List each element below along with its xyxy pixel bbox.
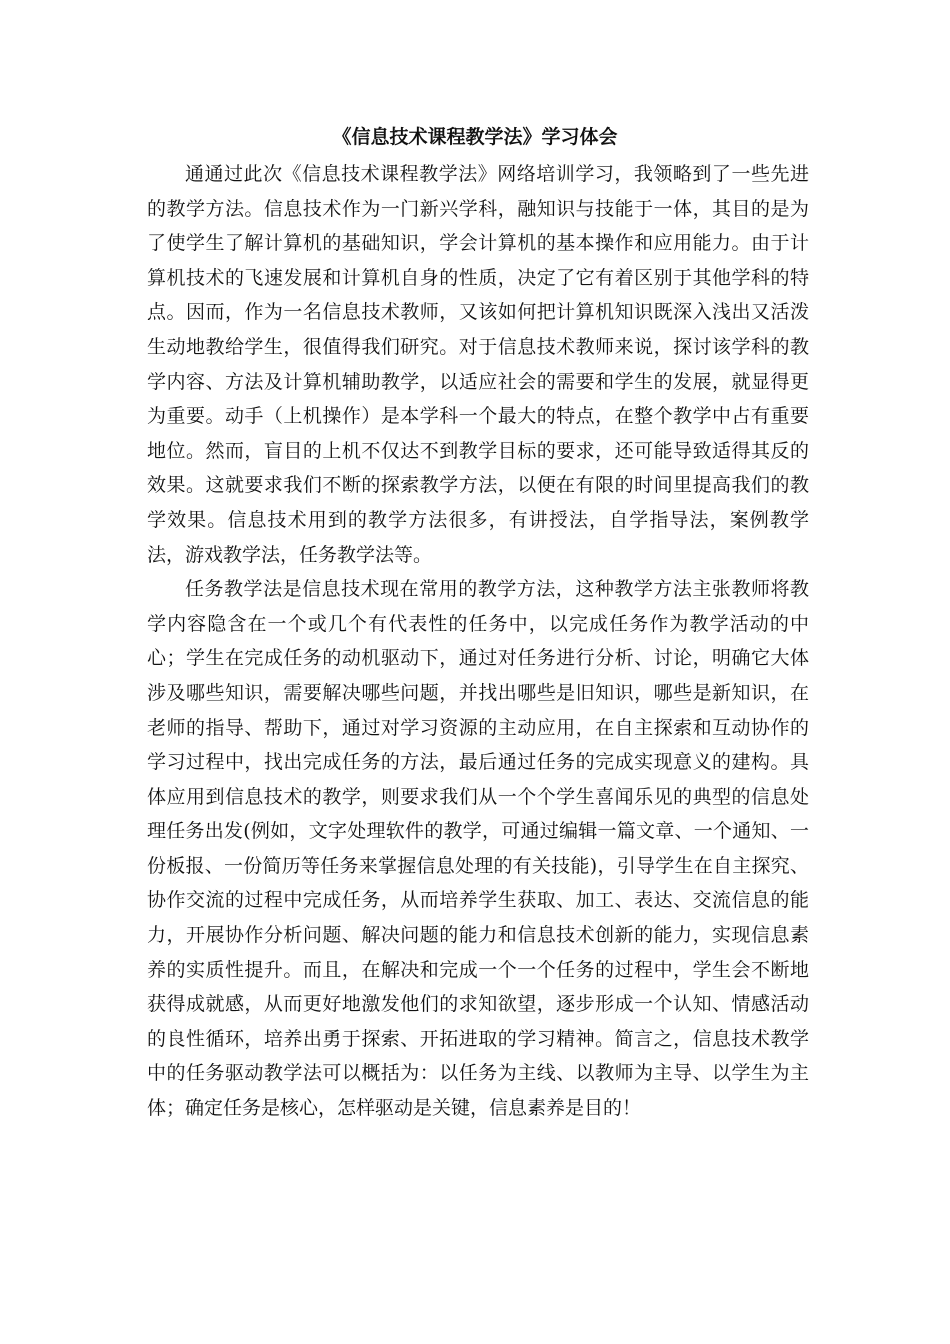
document-body [147, 157, 809, 1126]
document-title: 《信息技术课程教学法》学习体会 [332, 126, 618, 148]
paragraph-intro: 通通过此次《信息技术课程教学法》网络培训学习，我领略到了一些先进的教学方法。信息技术作为一门新兴学科，融知识与技能于一体，其目的是为了使学生了解计算机的基础知识，学会计算机的基本操作和应用能力。由于计算机技术的飞速发展和计算机自身的性质，决定了它有着区别于其他学科的特点。因而，作为一名信息技术教师，又该如何把计算机知识既深入浅出又活泼生动地教给学生，很值得我们研究。对于信息技术教师来说，探讨该学科的教学内容、方法及计算机辅助教学，以适应社会的需要和学生的发展，就显得更为重要。动手（上机操作）是本学科一个最大的特点，在整个教学中占有重要地位。然而，盲目的上机不仅达不到教学目标的要求，还可能导致适得其反的效果。这就要求我们不断的探索教学方法，以便在有限的时间里提高我们的教学效果。信息技术用到的教学方法很多，有讲授法，自学指导法，案例教学法，游戏教学法，任务教学法等。 [147, 163, 809, 566]
paragraph-task-method: 任务教学法是信息技术现在常用的教学方法，这种教学方法主张教师将教学内容隐含在一个或几个有代表性的任务中，以完成任务作为教学活动的中心；学生在完成任务的动机驱动下，通过对任务进行分析、讨论，明确它大体涉及哪些知识，需要解决哪些问题，并找出哪些是旧知识，哪些是新知识，在老师的指导、帮助下，通过对学习资源的主动应用，在自主探索和互动协作的学习过程中，找出完成任务的方法，最后通过任务的完成实现意义的建构。具体应用到信息技术的教学，则要求我们从一个个学生喜闻乐见的典型的信息处理任务出发(例如，文字处理软件的教学，可通过编辑一篇文章、一个通知、一份板报、一份简历等任务来掌握信息处理的有关技能)，引导学生在自主探究、协作交流的过程中完成任务，从而培养学生获取、加工、表达、交流信息的能力，开展协作分析问题、解决问题的能力和信息技术创新的能力，实现信息素养的实质性提升。而且，在解决和完成一个一个任务的过程中，学生会不断地获得成就感，从而更好地激发他们的求知欲望，逐步形成一个认知、情感活动的良性循环，培养出勇于探索、开拓进取的学习精神。简言之，信息技术教学中的任务驱动教学法可以概括为：以任务为主线、以教师为主导、以学生为主体；确定任务是核心，怎样驱动是关键，信息素养是目的！ [147, 578, 809, 1120]
